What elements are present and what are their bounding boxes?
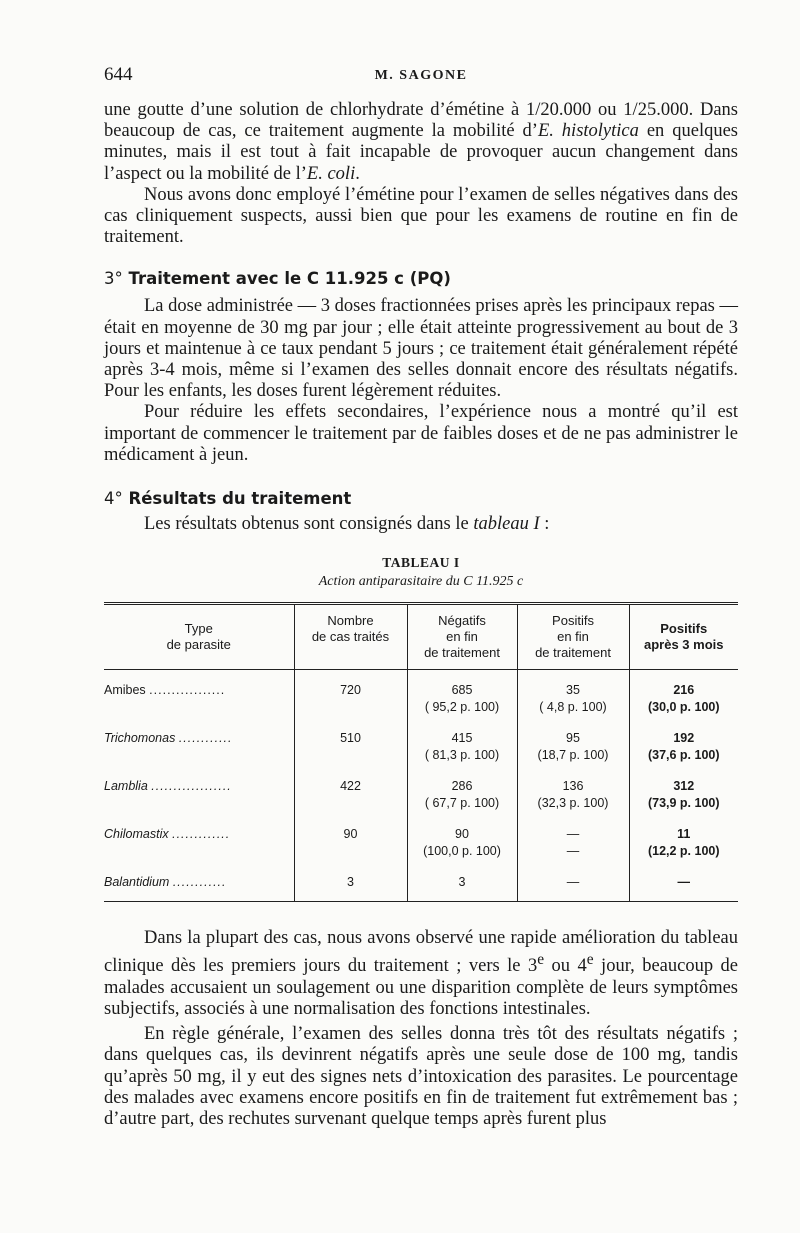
paragraph-stool-exams: En règle générale, l’examen des selles donna très tôt des résultats négatifs ; dans quelques cas, ils devinrent négatifs après une seule dose de 100 mg, tandis qu’après 50 mg, il y eut des signes nets d’intoxication des parasites. Le pourcentage des malades avec examens encore positifs en fin de traitement fut extrêmement bas ; d’autre part, des rechutes survenant quelque temps après furent plus <box>104 1024 738 1130</box>
cases-cell: 90 <box>294 822 407 870</box>
header-nombre-line2: de cas traités <box>311 629 390 645</box>
header-positifs <box>517 604 629 670</box>
table-row <box>104 870 738 902</box>
negatifs-pct: (100,0 p. 100) <box>423 844 501 859</box>
negatifs-cell <box>407 726 517 774</box>
header-positifs-line1: Positifs <box>552 613 594 629</box>
table-row <box>104 670 738 727</box>
positifs3-cell <box>629 822 738 870</box>
positifs3-cell <box>629 774 738 822</box>
parasite-name: Chilomastix ............. <box>104 827 231 842</box>
page-number: 644 <box>104 64 133 85</box>
negatifs-cell <box>407 670 517 727</box>
superscript-e-2: e <box>586 951 594 969</box>
positifs3-cell <box>629 670 738 727</box>
negatifs-pct: ( 81,3 p. 100) <box>424 748 500 763</box>
paragraph-side-effects: Pour réduire les effets secondaires, l’expérience nous a montré qu’il est important de commencer le traitement par de faibles doses et de ne pas administrer le médicament à jeun. <box>104 402 738 465</box>
section-4-heading <box>104 488 738 510</box>
negatifs-pct: ( 95,2 p. 100) <box>424 700 500 715</box>
header-positifs3-line2: après 3 mois <box>644 637 724 653</box>
positifs3-value: 11 <box>677 827 691 842</box>
negatifs-value: 90 <box>455 827 469 842</box>
species-e-coli: E. coli <box>306 163 356 184</box>
parasite-label: Trichomonas <box>104 731 176 746</box>
negatifs-value: 685 <box>451 683 473 698</box>
header-type-line2: de parasite <box>166 637 231 653</box>
section-3-heading <box>104 268 738 290</box>
intro-text-a: une goutte d’une solution de chlorhydrate d’émétine à 1/20.000 ou 1/25.000. Dans beaucoup de cas, ce traitement augmente la mobilité d’ <box>104 100 738 142</box>
cases-cell: 3 <box>294 870 407 902</box>
paragraph-results-intro <box>104 514 738 535</box>
header-positifs-line2: en fin <box>557 629 589 645</box>
species-e-histolytica: E. histolytica <box>537 121 639 142</box>
negatifs-cell: 3 <box>407 870 517 902</box>
negatifs-value: 286 <box>451 779 473 794</box>
table-subcaption: Action antiparasitaire du C 11.925 c <box>318 574 524 590</box>
table-row <box>104 774 738 822</box>
positifs3-cell: — <box>629 870 738 902</box>
clinical-text-c: jour, beaucoup de malades accusaient un soulagement ou une disparition complète de leurs symptômes subjectifs, associés à une normalisation des fonctions intestinales. <box>104 956 739 1020</box>
paragraph-dose: La dose administrée — 3 doses fractionnées prises après les principaux repas — était en moyenne de 30 mg par jour ; elle était atteinte progressivement au bout de 3 jours et maintenue à ce taux pendant 5 jours ; ce traitement était généralement répété après 3-4 mois, même si l’examen des selles donnait encore des résultats négatifs. Pour les enfants, les doses furent légèrement réduites. <box>104 296 738 402</box>
positifs3-pct: (30,0 p. 100) <box>647 700 720 715</box>
positifs-value: 35 <box>566 683 580 698</box>
table-header-row <box>104 604 738 670</box>
header-positifs-line3: de traitement <box>535 645 611 661</box>
parasite-label: Lamblia <box>104 779 148 794</box>
header-positifs3-line1: Positifs <box>660 621 708 637</box>
positifs3-value: 192 <box>673 731 695 746</box>
positifs3-value: 312 <box>673 779 695 794</box>
header-negatifs-line2: en fin <box>446 629 478 645</box>
positifs-value: — <box>566 827 580 842</box>
clinical-text-b: ou 4 <box>544 956 587 977</box>
running-head: M. SAGONE <box>374 68 468 83</box>
clinical-text-a: Dans la plupart des cas, nous avons observé une rapide amélioration du tableau clinique dès les premiers jours du traitement ; vers le 3 <box>104 928 738 977</box>
table-row <box>104 726 738 774</box>
positifs-pct: ( 4,8 p. 100) <box>539 700 607 715</box>
cases-cell: 720 <box>294 670 407 727</box>
paragraph-clinical-improvement <box>104 928 738 1020</box>
parasite-label: Balantidium <box>104 875 170 890</box>
intro-paragraph <box>104 100 738 185</box>
header-negatifs <box>407 604 517 670</box>
header-type-line1: Type <box>184 621 213 637</box>
results-intro-text: Les résultats obtenus sont consignés dans le <box>144 514 474 535</box>
header-type <box>104 604 294 670</box>
positifs-value: 136 <box>562 779 584 794</box>
positifs-cell: — <box>517 870 629 902</box>
positifs3-pct: (37,6 p. 100) <box>647 748 720 763</box>
table-caption: TABLEAU I <box>382 555 460 571</box>
cases-cell: 510 <box>294 726 407 774</box>
results-intro-colon: : <box>539 514 550 535</box>
positifs-value: 95 <box>566 731 580 746</box>
header-nombre <box>294 604 407 670</box>
parasite-name: Lamblia .................. <box>104 779 232 794</box>
header-negatifs-line3: de traitement <box>424 645 500 661</box>
positifs3-pct: (73,9 p. 100) <box>647 796 720 811</box>
intro-text-c: en quelques minutes, mais il est tout à fait incapable de provoquer aucun changement dans l’aspect ou la mobilité de l’ <box>104 121 739 184</box>
positifs-cell <box>517 774 629 822</box>
intro-text-e: . <box>355 163 360 184</box>
paragraph-emetine: Nous avons donc employé l’émétine pour l’examen de selles négatives dans des cas cliniquement suspects, aussi bien que pour les examens de routine en fin de traitement. <box>104 184 738 248</box>
section-4-title: Résultats du traitement <box>128 489 352 509</box>
negatifs-pct: ( 67,7 p. 100) <box>424 796 500 811</box>
positifs-cell <box>517 670 629 727</box>
positifs3-cell <box>629 726 738 774</box>
page <box>104 64 738 1130</box>
positifs3-value: 216 <box>673 683 695 698</box>
parasite-name: Amibes ................. <box>104 683 226 698</box>
positifs-cell <box>517 822 629 870</box>
positifs-pct: (32,3 p. 100) <box>537 796 609 811</box>
header-nombre-line1: Nombre <box>327 613 374 629</box>
positifs3-pct: (12,2 p. 100) <box>647 844 720 859</box>
results-table <box>104 602 738 902</box>
header-negatifs-line1: Négatifs <box>438 613 486 629</box>
parasite-label: Amibes <box>104 683 146 698</box>
parasite-label: Chilomastix <box>104 827 169 842</box>
negatifs-value: 415 <box>451 731 473 746</box>
negatifs-cell <box>407 774 517 822</box>
positifs-pct: (18,7 p. 100) <box>537 748 609 763</box>
parasite-name: Trichomonas ............ <box>104 731 233 746</box>
table-row <box>104 822 738 870</box>
negatifs-cell <box>407 822 517 870</box>
cases-cell: 422 <box>294 774 407 822</box>
superscript-e-1: e <box>537 951 545 969</box>
positifs-cell <box>517 726 629 774</box>
section-3-title: Traitement avec le C 11.925 c (PQ) <box>128 269 451 289</box>
section-3-number: 3° <box>104 269 123 289</box>
parasite-name: Balantidium ............ <box>104 875 227 890</box>
header-positifs-3-mois <box>629 604 738 670</box>
section-4-number: 4° <box>104 489 123 509</box>
page-header <box>104 64 738 94</box>
table-reference: tableau I <box>473 514 540 535</box>
positifs-pct: — <box>566 844 580 859</box>
